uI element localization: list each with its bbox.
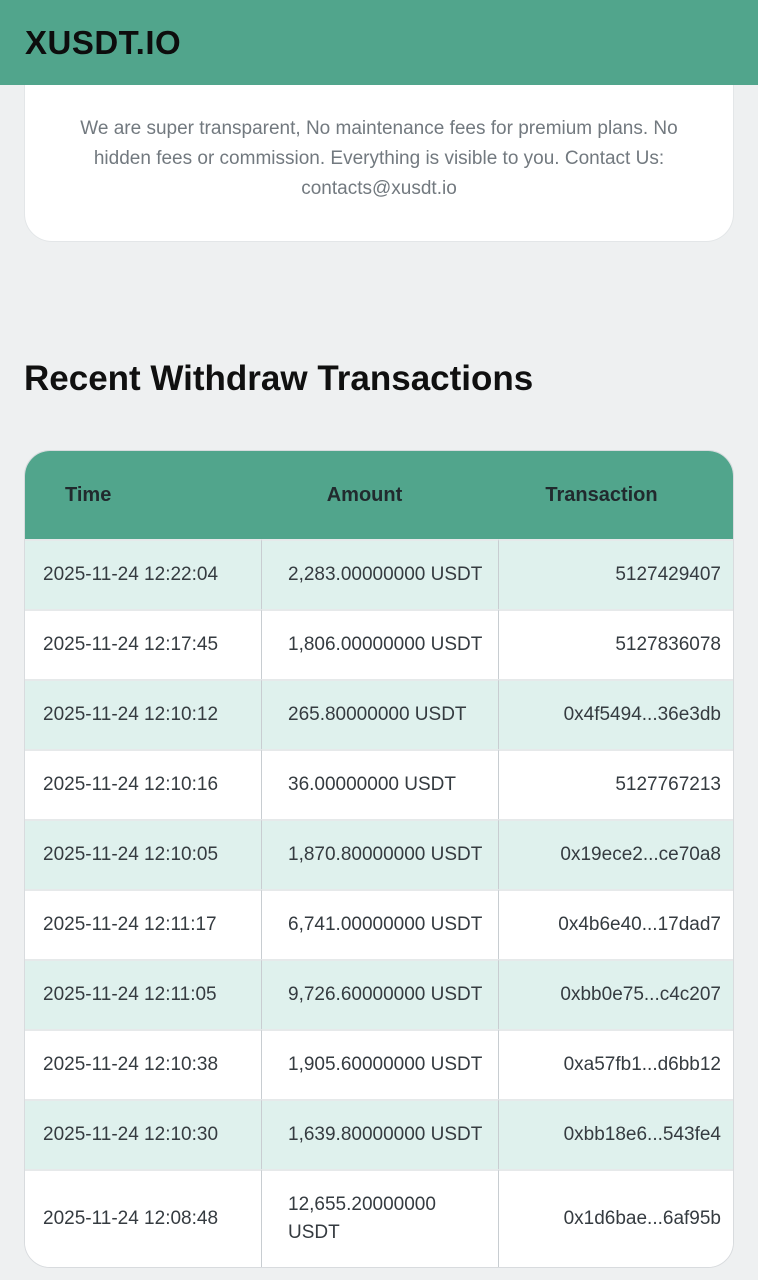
page-title: Recent Withdraw Transactions	[24, 359, 534, 398]
cell-transaction: 0x19ece2...ce70a8	[498, 819, 734, 889]
cell-time: 2025-11-24 12:10:05	[25, 819, 261, 889]
table-row	[25, 539, 734, 609]
cell-transaction: 0xa57fb1...d6bb12	[498, 1029, 734, 1099]
table-row	[25, 609, 734, 679]
table-row	[25, 959, 734, 1029]
cell-time: 2025-11-24 12:10:38	[25, 1029, 261, 1099]
table-row	[25, 889, 734, 959]
cell-amount: 1,639.80000000 USDT	[261, 1099, 498, 1169]
cell-time: 2025-11-24 12:22:04	[25, 539, 261, 609]
cell-time: 2025-11-24 12:11:05	[25, 959, 261, 1029]
cell-amount: 12,655.20000000 USDT	[261, 1169, 498, 1267]
cell-time: 2025-11-24 12:10:16	[25, 749, 261, 819]
column-header-transaction: Transaction	[498, 451, 734, 539]
cell-time: 2025-11-24 12:10:12	[25, 679, 261, 749]
cell-amount: 36.00000000 USDT	[261, 749, 498, 819]
cell-amount: 1,806.00000000 USDT	[261, 609, 498, 679]
top-brand-bar	[0, 0, 758, 85]
table-row	[25, 679, 734, 749]
column-header-time: Time	[25, 451, 261, 539]
cell-amount: 6,741.00000000 USDT	[261, 889, 498, 959]
cell-transaction: 0xbb18e6...543fe4	[498, 1099, 734, 1169]
table-header-row	[25, 451, 734, 539]
table-row	[25, 1029, 734, 1099]
cell-amount: 2,283.00000000 USDT	[261, 539, 498, 609]
withdraw-transactions-table	[25, 451, 734, 1267]
cell-transaction: 0x1d6bae...6af95b	[498, 1169, 734, 1267]
cell-transaction: 0x4f5494...36e3db	[498, 679, 734, 749]
table-row	[25, 1099, 734, 1169]
cell-time: 2025-11-24 12:11:17	[25, 889, 261, 959]
cell-transaction: 5127836078	[498, 609, 734, 679]
table-row	[25, 749, 734, 819]
transparency-notice-text: We are super transparent, No maintenance fees for premium plans. No hidden fees or commission. Everything is visible to you. Contact Us: contacts@xusdt.io	[80, 118, 678, 199]
transactions-body	[25, 539, 734, 1267]
withdraw-transactions-card	[24, 450, 734, 1268]
cell-time: 2025-11-24 12:10:30	[25, 1099, 261, 1169]
cell-transaction: 5127767213	[498, 749, 734, 819]
cell-amount: 1,905.60000000 USDT	[261, 1029, 498, 1099]
cell-amount: 265.80000000 USDT	[261, 679, 498, 749]
table-row	[25, 819, 734, 889]
table-row	[25, 1169, 734, 1267]
transparency-notice-card	[24, 85, 734, 242]
column-header-amount: Amount	[261, 451, 498, 539]
cell-transaction: 0x4b6e40...17dad7	[498, 889, 734, 959]
cell-time: 2025-11-24 12:08:48	[25, 1169, 261, 1267]
cell-amount: 1,870.80000000 USDT	[261, 819, 498, 889]
cell-transaction: 0xbb0e75...c4c207	[498, 959, 734, 1029]
site-logo[interactable]: XUSDT.IO	[25, 23, 182, 61]
cell-time: 2025-11-24 12:17:45	[25, 609, 261, 679]
cell-amount: 9,726.60000000 USDT	[261, 959, 498, 1029]
cell-transaction: 5127429407	[498, 539, 734, 609]
